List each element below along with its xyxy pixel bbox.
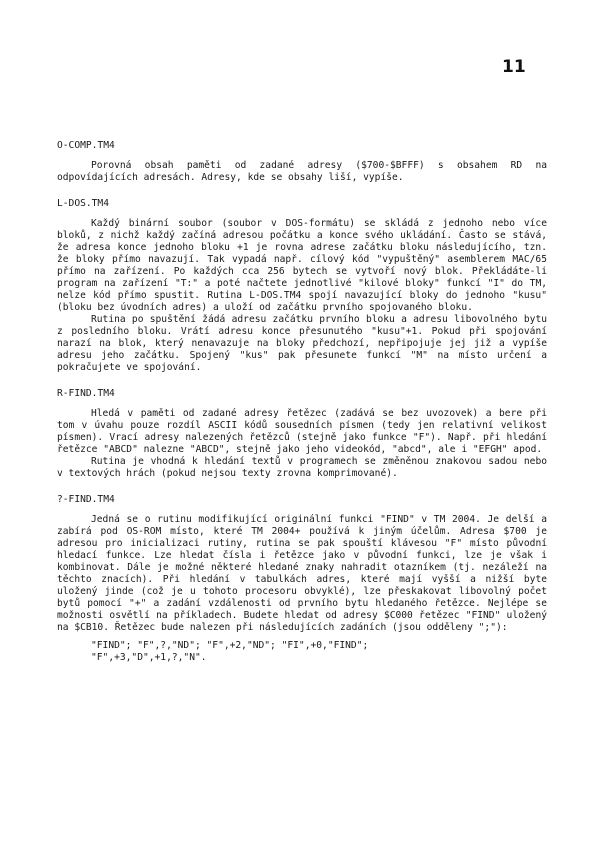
section-q-find [57,494,547,664]
section-r-find [57,388,547,480]
section-heading: ?-FIND.TM4 [57,494,115,505]
section-heading: L-DOS.TM4 [57,198,109,209]
paragraph: Jedná se o rutinu modifikující originální funkci "FIND" v TM 2004. Je delší a zabírá pod OS-ROM místo, které TM 2004+ používá k jiným účelům. Adresa $700 je adresou pro inicializaci rutiny, rutina se pak spouští klávesou "F" místo původní hledací funkce. Lze hledat čísla i řetězce jako v původní funkci, lze je však i kombinovat. Dále je možné některé hledané znaky nahradit otazníkem (tj. nezáleží na těchto znacích). Při hledání v tabulkách adres, které mají vyšší a nižší byte uložený jinde (což je u tohoto procesoru obvyklé), lze přeskakovat libovolný počet bytů pomocí "+" a zadání vzdálenosti od prvního bytu hledaného řetězce. Nejlépe se možnosti osvětlí na příkladech. Budete hledat od adresy $C000 řetězec "FIND" uložený na $CB10. Řetězec bude nalezen při následujících zadáních (jsou odděleny ";"): [57,514,547,633]
paragraph: Porovná obsah paměti od zadané adresy ($700-$BFFF) s obsahem RD na odpovídajících adresách. Adresy, kde se obsahy liší, vypíše. [57,160,547,183]
paragraph: Hledá v paměti od zadané adresy řetězec (zadává se bez uvozovek) a bere při tom v úvahu pouze rozdíl ASCII kódů sousedních písmen (tedy jen relativní velikost písmen). Vrací adresy nalezených řetězců (stejně jako funkce "F"). Např. při hledání řetězce "ABCD" nalezne "ABCD", stejně jako jeho videokód, "abcd", ale i "EFGH" apod. [57,408,547,455]
code-example-line: "F",+3,"D",+1,?,"N". [91,652,207,663]
paragraph: Rutina je vhodná k hledání textů v programech se změněnou znakovou sadou nebo v textových hrách (pokud nejsou texty zrovna komprimované). [57,456,547,479]
paragraph: Rutina po spuštění žádá adresu začátku prvního bloku a adresu libovolného bytu z posledního bloku. Vrátí adresu konce přesunutého "kusu"+1. Pokud při spojování narazí na blok, který nenavazuje na bloky předchozí, nepřipojuje jej již a vypíše adresu jeho začátku. Spojený "kus" pak přesunete funkcí "M" na místo určení a pokračujete ve spojování. [57,314,547,373]
section-heading: R-FIND.TM4 [57,388,115,399]
code-example-line: "FIND"; "F",?,"ND"; "F",+2,"ND"; "FI",+0,"FIND"; [91,640,369,651]
section-o-comp [57,140,547,184]
paragraph: Každý binární soubor (soubor v DOS-formátu) se skládá z jednoho nebo více bloků, z nichž každý začíná adresou počátku a konce svého ukládání. Často se stává, že adresa konce jednoho bloku +1 je rovna adrese začátku bloku následujícího, tzn. že bloky přímo navazují. Tak vypadá např. cílový kód "vypuštěný" asemblerem MAC/65 přímo na zařízení. Po každých cca 256 bytech se vytvoří nový blok. Překládáte-li program na zařízení "T:" a poté načtete jednotlivé "kilové bloky" funkcí "I" do TM, nelze kód přímo spustit. Rutina L-DOS.TM4 spojí navazující bloky do jednoho "kusu" (bloku bez úvodních adres) a uloží od začátku prvního spojovaného bloku. [57,218,547,313]
page-number: 11 [502,57,526,77]
document-body [57,140,547,678]
section-l-dos [57,198,547,374]
section-heading: O-COMP.TM4 [57,140,115,151]
